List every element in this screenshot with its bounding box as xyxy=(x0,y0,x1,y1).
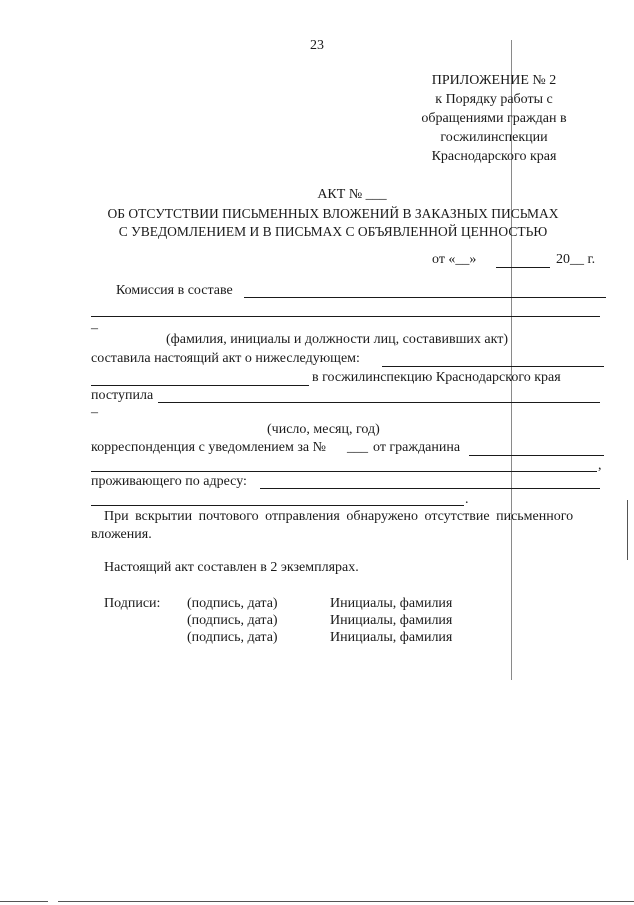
act-title: АКТ № ___ xyxy=(317,187,387,202)
compiled-blank xyxy=(382,366,604,367)
appendix-line: Краснодарского края xyxy=(431,149,557,164)
address-blank-2 xyxy=(91,505,464,506)
correspondence-prefix: корреспонденция с уведомлением за № xyxy=(91,440,326,455)
signature-name: Инициалы, фамилия xyxy=(330,596,453,611)
comma: , xyxy=(598,458,602,473)
citizen-blank xyxy=(469,455,604,456)
received-blank xyxy=(158,402,600,403)
dash: – xyxy=(91,321,98,336)
period: . xyxy=(465,492,469,507)
received-label: поступила xyxy=(91,388,154,403)
correspondence-number-blank: ___ xyxy=(347,440,368,455)
finding-text: При вскрытии почтового отправления обнаружено отсутствие письменного xyxy=(104,509,574,524)
received-blank-left xyxy=(91,385,309,386)
signature-sign: (подпись, дата) xyxy=(187,613,278,628)
received-in-text: в госжилинспекцию Краснодарского края xyxy=(312,370,561,385)
dash: – xyxy=(91,405,98,420)
date-hint: (число, месяц, год) xyxy=(267,422,380,437)
signature-sign: (подпись, дата) xyxy=(187,630,278,645)
appendix-line: обращениями граждан в xyxy=(421,111,567,126)
scan-bottom-line-left xyxy=(0,901,48,902)
act-subtitle-line2: С УВЕДОМЛЕНИЕМ И В ПИСЬМАХ С ОБЪЯВЛЕННОЙ ЦЕННОСТЬЮ xyxy=(118,224,548,239)
date-year: 20__ г. xyxy=(556,252,596,267)
citizen-blank-2 xyxy=(91,471,597,472)
appendix-line: к Порядку работы с xyxy=(435,92,553,107)
address-blank xyxy=(260,488,600,489)
signature-name: Инициалы, фамилия xyxy=(330,613,453,628)
commission-hint: (фамилия, инициалы и должности лиц, составивших акт) xyxy=(166,332,509,347)
date-month-blank xyxy=(496,267,550,268)
signature-sign: (подпись, дата) xyxy=(187,596,278,611)
scan-edge-line xyxy=(627,500,628,560)
page-number: 23 xyxy=(310,38,324,53)
date-prefix: от «__» xyxy=(432,252,477,267)
address-label: проживающего по адресу: xyxy=(91,474,247,489)
from-citizen: от гражданина xyxy=(373,440,461,455)
finding-text-cont: вложения. xyxy=(91,527,152,542)
copies-text: Настоящий акт составлен в 2 экземплярах. xyxy=(104,560,359,575)
act-subtitle-line1: ОБ ОТСУТСТВИИ ПИСЬМЕННЫХ ВЛОЖЕНИЙ В ЗАКАЗНЫХ ПИСЬМАХ xyxy=(107,206,559,221)
signatures-label: Подписи: xyxy=(104,596,161,611)
appendix-line: госжилинспекции xyxy=(440,130,548,145)
commission-blank-2 xyxy=(91,316,600,317)
scan-bottom-line-right xyxy=(58,901,634,902)
commission-label: Комиссия в составе xyxy=(116,283,233,298)
signature-name: Инициалы, фамилия xyxy=(330,630,453,645)
compiled-label: составила настоящий акт о нижеследующем: xyxy=(91,351,360,366)
appendix-line: ПРИЛОЖЕНИЕ № 2 xyxy=(431,73,557,88)
commission-blank xyxy=(244,297,606,298)
appendix-block xyxy=(404,71,584,166)
